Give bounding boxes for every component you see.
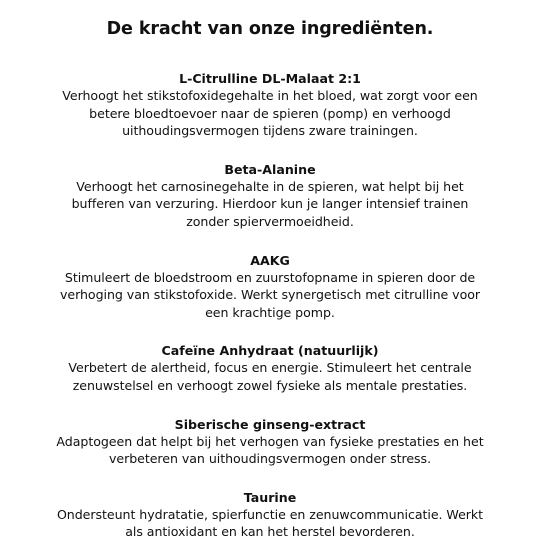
ingredient-block bbox=[0, 416, 540, 468]
ingredient-block bbox=[0, 489, 540, 541]
ingredient-description bbox=[50, 506, 490, 541]
description-line: uithoudingsvermogen tijdens zware trainingen. bbox=[122, 123, 418, 139]
ingredient-name: L-Citrulline DL-Malaat 2:1 bbox=[179, 71, 361, 86]
page-title: De kracht van onze ingrediënten. bbox=[106, 19, 434, 39]
description-line: Verbetert de alertheid, focus en energie. Stimuleert het centrale bbox=[68, 360, 472, 376]
description-line: Adaptogeen dat helpt bij het verhogen van fysieke prestaties en het bbox=[56, 433, 484, 449]
description-line: bufferen van verzuring. Hierdoor kun je langer intensief trainen bbox=[71, 196, 469, 212]
ingredient-block bbox=[0, 70, 540, 140]
ingredient-description bbox=[50, 359, 490, 394]
ingredient-description bbox=[50, 269, 490, 322]
ingredient-name: Beta-Alanine bbox=[224, 161, 316, 177]
ingredient-name: Siberische ginseng-extract bbox=[174, 416, 366, 432]
ingredient-name: AAKG bbox=[250, 252, 290, 268]
description-line: Stimuleert de bloedstroom en zuurstofopname in spieren door de bbox=[64, 269, 476, 285]
description-line: zonder spiervermoeidheid. bbox=[186, 213, 354, 229]
description-line: Verhoogt het carnosinegehalte in de spieren, wat helpt bij het bbox=[76, 178, 464, 194]
ingredient-name: Taurine bbox=[243, 489, 297, 505]
description-line: verbeteren van uithoudingsvermogen onder stress. bbox=[108, 451, 432, 467]
ingredient-description bbox=[50, 433, 490, 468]
description-line: Ondersteunt hydratatie, spierfunctie en zenuwcommunicatie. Werkt bbox=[56, 506, 484, 522]
description-line: betere bloedtoevoer naar de spieren (pomp) en verhoogd bbox=[89, 105, 451, 121]
description-line: zenuwstelsel en verhoogt zowel fysieke als mentale prestaties. bbox=[72, 377, 468, 393]
ingredient-name: Cafeïne Anhydraat (natuurlijk) bbox=[161, 343, 379, 359]
ingredient-block bbox=[0, 161, 540, 231]
description-line: een krachtige pomp. bbox=[205, 304, 335, 320]
description-line: Verhoogt het stikstofoxidegehalte in het bloed, wat zorgt voor een bbox=[62, 88, 478, 103]
description-line: als antioxidant en kan het herstel bevorderen. bbox=[125, 524, 415, 540]
ingredient-description bbox=[50, 87, 490, 140]
ingredient-block bbox=[0, 252, 540, 322]
ingredient-block bbox=[0, 342, 540, 394]
ingredient-description bbox=[50, 178, 490, 231]
description-line: verhoging van stikstofoxide. Werkt synergetisch met citrulline voor bbox=[59, 287, 481, 303]
